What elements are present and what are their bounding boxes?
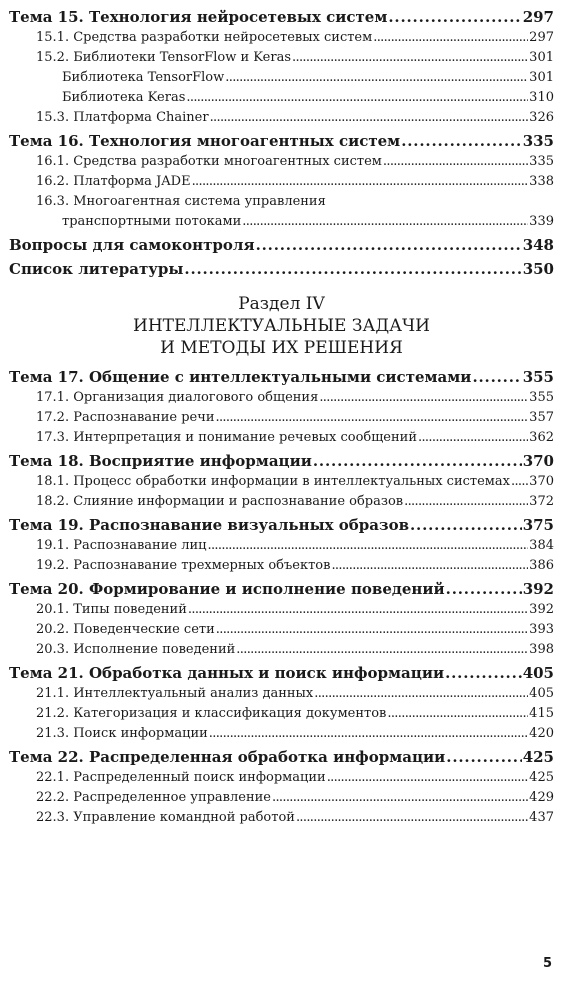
- toc-entry-title: 18.1. Процесс обработки информации в интеллектуальных системах: [36, 474, 510, 489]
- toc-entry-title: 15.3. Платформа Chainer: [36, 110, 209, 125]
- toc-page-number: 415: [529, 706, 554, 721]
- toc-page-number: 355: [522, 368, 554, 386]
- dot-leader: [184, 258, 521, 280]
- dot-leader: [296, 808, 528, 828]
- toc-page-number: 348: [522, 236, 554, 254]
- toc-entry-title: 17.2. Распознавание речи: [36, 410, 215, 425]
- toc-page-number: 339: [529, 214, 554, 229]
- toc-page-number: 398: [529, 642, 554, 657]
- toc-entry-title: Тема 15. Технология нейросетевых систем: [9, 8, 388, 26]
- toc-topic: [9, 578, 554, 600]
- dot-leader: [215, 408, 528, 428]
- dot-leader: [236, 640, 528, 660]
- dot-leader: [404, 492, 528, 512]
- toc-entry: [9, 640, 554, 660]
- toc-topic: [9, 366, 554, 388]
- toc-entry-title: Тема 19. Распознавание визуальных образов: [9, 516, 409, 534]
- toc-page-number: 420: [529, 726, 554, 741]
- toc-page-number: 335: [529, 154, 554, 169]
- toc-topic: [9, 662, 554, 684]
- toc-entry: [9, 152, 554, 172]
- toc-entry: [9, 600, 554, 620]
- toc-entry-title: 20.3. Исполнение поведений: [36, 642, 236, 657]
- toc-entry-title: 15.2. Библиотеки TensorFlow и Keras: [36, 50, 292, 65]
- toc-page-number: 310: [529, 90, 554, 105]
- toc-entry-title: 20.2. Поведенческие сети: [36, 622, 215, 637]
- toc-entry: [9, 212, 554, 232]
- toc-page-number: 405: [529, 686, 554, 701]
- dot-leader: [208, 536, 529, 556]
- toc-entry: [9, 428, 554, 448]
- toc-entry: [9, 48, 554, 68]
- toc-entry-line: 16.3. Многоагентная система управления: [36, 194, 326, 209]
- toc-page-number: 393: [529, 622, 554, 637]
- toc-page-number: 392: [529, 602, 554, 617]
- dot-leader: [373, 28, 528, 48]
- dot-leader: [209, 724, 528, 744]
- toc-page-number: 386: [529, 558, 554, 573]
- toc-group-section-3: [9, 6, 554, 280]
- dot-leader: [446, 746, 521, 768]
- toc-entry-title: 21.3. Поиск информации: [36, 726, 208, 741]
- toc-entry: [9, 704, 554, 724]
- dot-leader: [387, 704, 528, 724]
- toc-entry-title: Тема 21. Обработка данных и поиск информации: [9, 664, 445, 682]
- toc-topic: [9, 258, 554, 280]
- toc-entry-title: транспортными потоками: [62, 214, 242, 229]
- toc-entry: [9, 724, 554, 744]
- toc-entry: [9, 108, 554, 128]
- toc-entry: [9, 172, 554, 192]
- toc-entry: [9, 28, 554, 48]
- dot-leader: [188, 600, 528, 620]
- dot-leader: [445, 662, 522, 684]
- toc-topic: [9, 234, 554, 256]
- toc-topic: [9, 514, 554, 536]
- section-number: Раздел IV: [238, 294, 325, 314]
- toc-entry-title: Вопросы для самоконтроля: [9, 236, 255, 254]
- dot-leader: [327, 768, 528, 788]
- dot-leader: [331, 556, 528, 576]
- dot-leader: [511, 472, 528, 492]
- toc-page-number: 338: [529, 174, 554, 189]
- toc-page-number: 429: [529, 790, 554, 805]
- dot-leader: [256, 234, 522, 256]
- toc-entry-title: 19.1. Распознавание лиц: [36, 538, 207, 553]
- toc-entry: [9, 620, 554, 640]
- toc-entry: [9, 388, 554, 408]
- toc-page-number: 370: [522, 452, 554, 470]
- toc-entry-title: 17.1. Организация диалогового общения: [36, 390, 319, 405]
- toc-page-number: 384: [529, 538, 554, 553]
- toc-entry-title: Библиотека TensorFlow: [62, 70, 225, 85]
- toc-page-number: 350: [522, 260, 554, 278]
- toc-entry-title: 22.3. Управление командной работой: [36, 810, 295, 825]
- toc-page-number: 425: [522, 748, 554, 766]
- toc-page-number: 375: [522, 516, 554, 534]
- toc-entry: [9, 88, 554, 108]
- dot-leader: [242, 212, 528, 232]
- toc-topic: [9, 6, 554, 28]
- toc-page-number: 301: [529, 70, 554, 85]
- toc-entry-title: Тема 17. Общение с интеллектуальными системами: [9, 368, 472, 386]
- toc-entry: [9, 472, 554, 492]
- table-of-contents: [9, 6, 554, 828]
- toc-entry: [9, 768, 554, 788]
- toc-entry-title: Список литературы: [9, 260, 184, 278]
- toc-entry: [9, 68, 554, 88]
- toc-entry-title: 15.1. Средства разработки нейросетевых систем: [36, 30, 373, 45]
- toc-page-number: 372: [529, 494, 554, 509]
- toc-entry: [9, 492, 554, 512]
- dot-leader: [210, 108, 529, 128]
- dot-leader: [272, 788, 528, 808]
- toc-page-number: 362: [529, 430, 554, 445]
- toc-page-number: 326: [529, 110, 554, 125]
- section-title-line-2: И МЕТОДЫ ИХ РЕШЕНИЯ: [160, 338, 403, 358]
- page-number: 5: [542, 956, 552, 971]
- dot-leader: [186, 88, 528, 108]
- toc-page-number: 425: [529, 770, 554, 785]
- toc-entry: [9, 556, 554, 576]
- toc-entry-title: 21.2. Категоризация и классификация документов: [36, 706, 387, 721]
- toc-page-number: 405: [522, 664, 554, 682]
- toc-page-number: 357: [529, 410, 554, 425]
- dot-leader: [313, 450, 522, 472]
- dot-leader: [319, 388, 528, 408]
- dot-leader: [446, 578, 522, 600]
- toc-entry: [9, 808, 554, 828]
- dot-leader: [401, 130, 521, 152]
- toc-entry: [9, 684, 554, 704]
- toc-page-number: 392: [522, 580, 554, 598]
- section-heading: [9, 293, 554, 359]
- toc-topic: [9, 450, 554, 472]
- toc-group-section-4: [9, 366, 554, 828]
- dot-leader: [383, 152, 528, 172]
- toc-entry-title: Библиотека Keras: [62, 90, 186, 105]
- dot-leader: [418, 428, 528, 448]
- toc-page-number: 297: [522, 8, 554, 26]
- toc-entry-title: Тема 22. Распределенная обработка информации: [9, 748, 446, 766]
- toc-entry-title: 18.2. Слияние информации и распознавание образов: [36, 494, 404, 509]
- toc-page-number: 297: [529, 30, 554, 45]
- toc-entry: [9, 408, 554, 428]
- dot-leader: [388, 6, 521, 28]
- toc-entry: [9, 536, 554, 556]
- toc-entry-title: 21.1. Интеллектуальный анализ данных: [36, 686, 314, 701]
- dot-leader: [472, 366, 521, 388]
- toc-entry-title: Тема 16. Технология многоагентных систем: [9, 132, 401, 150]
- toc-entry-title: 16.1. Средства разработки многоагентных систем: [36, 154, 382, 169]
- section-title-line-1: ИНТЕЛЛЕКТУАЛЬНЫЕ ЗАДАЧИ: [133, 316, 430, 336]
- toc-page-number: 437: [529, 810, 554, 825]
- dot-leader: [314, 684, 528, 704]
- dot-leader: [292, 48, 528, 68]
- toc-entry-title: 22.1. Распределенный поиск информации: [36, 770, 326, 785]
- toc-page-number: 335: [522, 132, 554, 150]
- toc-page-number: 370: [529, 474, 554, 489]
- toc-entry-title: Тема 18. Восприятие информации: [9, 452, 312, 470]
- toc-entry-title: 22.2. Распределенное управление: [36, 790, 271, 805]
- toc-entry-title: 20.1. Типы поведений: [36, 602, 187, 617]
- toc-entry: [9, 788, 554, 808]
- toc-entry-title: 17.3. Интерпретация и понимание речевых сообщений: [36, 430, 417, 445]
- dot-leader: [410, 514, 522, 536]
- toc-entry-title: 16.2. Платформа JADE: [36, 174, 191, 189]
- toc-page-number: 301: [529, 50, 554, 65]
- toc-topic: [9, 130, 554, 152]
- toc-topic: [9, 746, 554, 768]
- toc-entry-title: Тема 20. Формирование и исполнение поведений: [9, 580, 445, 598]
- dot-leader: [225, 68, 528, 88]
- toc-page-number: 355: [529, 390, 554, 405]
- dot-leader: [192, 172, 529, 192]
- dot-leader: [216, 620, 528, 640]
- toc-entry-title: 19.2. Распознавание трехмерных объектов: [36, 558, 331, 573]
